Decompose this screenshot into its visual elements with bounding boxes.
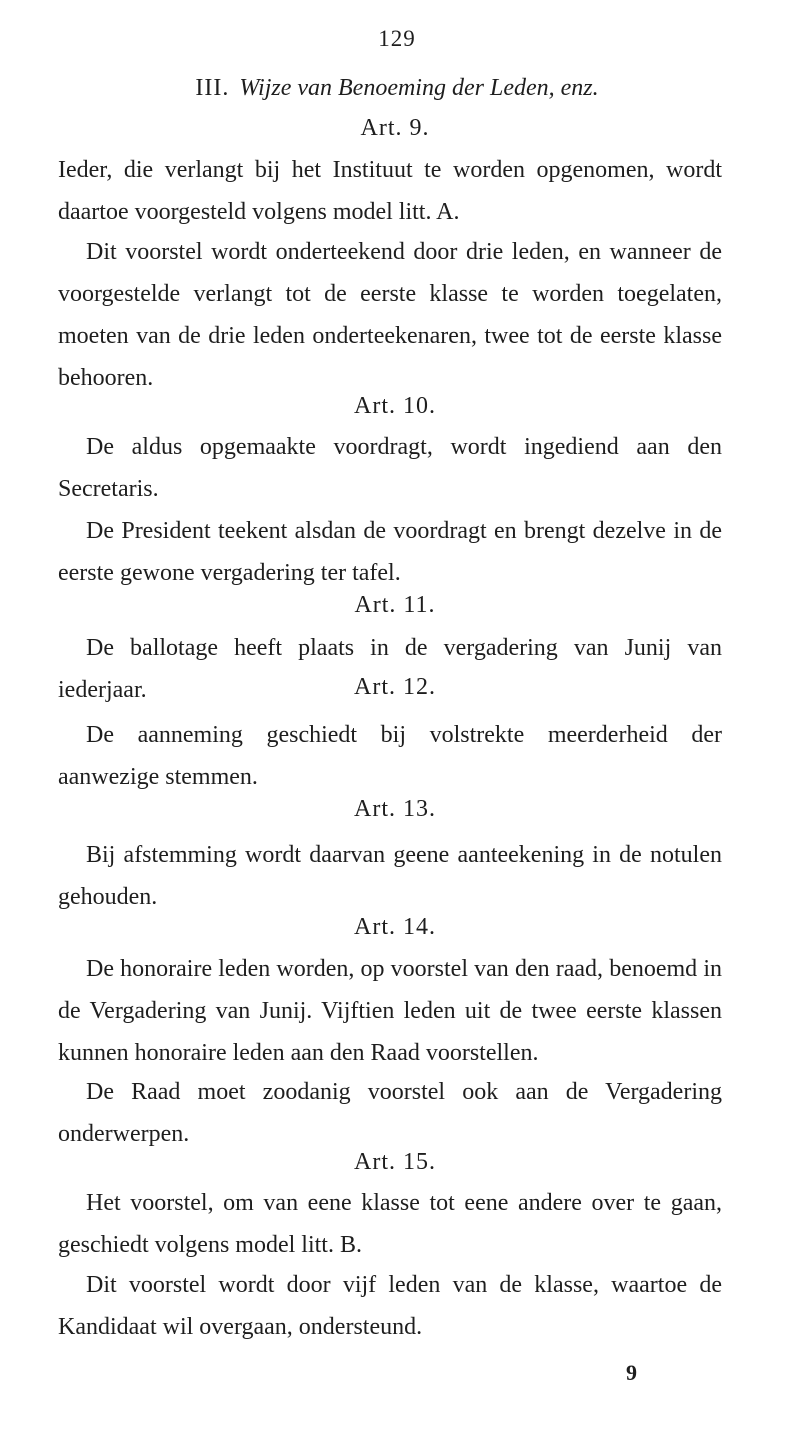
article-9-paragraph-1: Ieder, die verlangt bij het Instituut te worden opgenomen, wordt daartoe voorgesteld volgens model litt. A. [58,157,722,225]
article-15-title: Art. 15. [354,1149,436,1175]
article-15-paragraph-1: Het voorstel, om van eene klasse tot eene andere over te gaan, geschiedt volgens model litt. B. [58,1190,722,1258]
signature-mark: 9 [626,1360,637,1385]
page-number: 129 [378,26,416,51]
article-9-title: Art. 9. [360,115,430,141]
article-15-paragraph-2: Dit voorstel wordt door vijf leden van de klasse, waartoe de Kandidaat wil overgaan, ondersteund. [58,1272,722,1340]
article-12-title: Art. 12. [354,674,436,700]
article-13-title: Art. 13. [354,796,436,822]
article-14-paragraph-2: De Raad moet zoodanig voorstel ook aan de Vergadering onderwerpen. [58,1079,722,1147]
article-11-paragraph-1: De ballotage heeft plaats in de vergadering van Junij van iederjaar. [58,635,722,703]
article-10-paragraph-2: De President teekent alsdan de voordragt en brengt dezelve in de eerste gewone vergadering ter tafel. [58,518,722,586]
section-title: Wijze van Benoeming der Leden, enz. [239,75,599,101]
article-12-paragraph-1: De aanneming geschiedt bij volstrekte meerderheid der aanwezige stemmen. [58,722,722,790]
section-heading [0,75,794,102]
article-14-paragraph-1: De honoraire leden worden, op voorstel van den raad, benoemd in de Vergadering van Junij. Vijftien leden uit de twee eerste klassen kunnen honoraire leden aan den Raad voorstellen. [58,956,722,1066]
section-number: III. [195,75,230,101]
article-10-title: Art. 10. [354,393,436,419]
article-10-paragraph-1: De aldus opgemaakte voordragt, wordt ingediend aan den Secretaris. [58,434,722,502]
article-13-paragraph-1: Bij afstemming wordt daarvan geene aanteekening in de notulen gehouden. [58,842,722,910]
article-9-paragraph-2: Dit voorstel wordt onderteekend door drie leden, en wanneer de voorgestelde verlangt tot de eerste klasse te worden toegelaten, moeten van de drie leden onderteekenaren, twee tot de eerste klasse behooren. [58,239,722,391]
article-11-title: Art. 11. [354,592,436,618]
article-14-title: Art. 14. [354,914,436,940]
